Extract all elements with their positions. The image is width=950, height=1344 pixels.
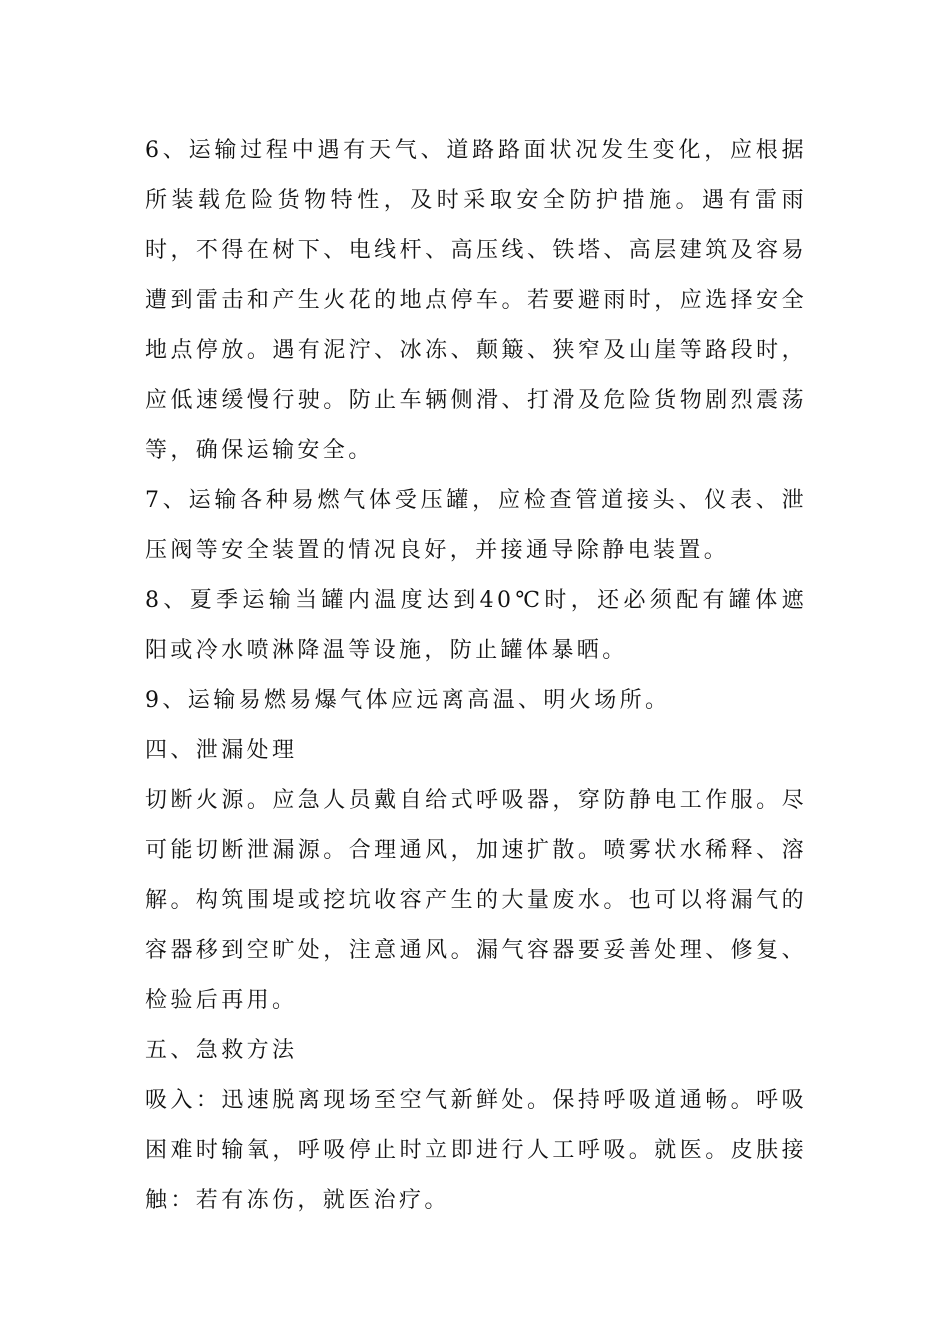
- item-6-paragraph: 6、运输过程中遇有天气、道路路面状况发生变化，应根据所装载危险货物特性，及时采取安全防护措施。遇有雷雨时，不得在树下、电线杆、高压线、铁塔、高层建筑及容易遭到雷击和产生火花的地点停车。若要避雨时，应选择安全地点停放。遇有泥泞、冰冻、颠簸、狭窄及山崖等路段时，应低速缓慢行驶。防止车辆侧滑、打滑及危险货物剧烈震荡等，确保运输安全。: [145, 138, 807, 463]
- section-heading-leak-handling: 四、泄漏处理: [145, 738, 298, 763]
- section-heading-first-aid: 五、急救方法: [145, 1038, 298, 1063]
- item-9-paragraph: 9、运输易燃易爆气体应远离高温、明火场所。: [145, 688, 671, 713]
- item-7-paragraph: 7、运输各种易燃气体受压罐，应检查管道接头、仪表、泄压阀等安全装置的情况良好，并接通导除静电装置。: [145, 488, 807, 563]
- document-body: [145, 126, 807, 1226]
- item-8-paragraph: 8、夏季运输当罐内温度达到40℃时，还必须配有罐体遮阳或冷水喷淋降温等设施，防止罐体暴晒。: [145, 588, 807, 663]
- leak-handling-paragraph: 切断火源。应急人员戴自给式呼吸器，穿防静电工作服。尽可能切断泄漏源。合理通风，加速扩散。喷雾状水稀释、溶解。构筑围堤或挖坑收容产生的大量废水。也可以将漏气的容器移到空旷处，注意通风。漏气容器要妥善处理、修复、检验后再用。: [145, 788, 807, 1013]
- first-aid-paragraph: 吸入：迅速脱离现场至空气新鲜处。保持呼吸道通畅。呼吸困难时输氧，呼吸停止时立即进行人工呼吸。就医。皮肤接触：若有冻伤，就医治疗。: [145, 1088, 807, 1213]
